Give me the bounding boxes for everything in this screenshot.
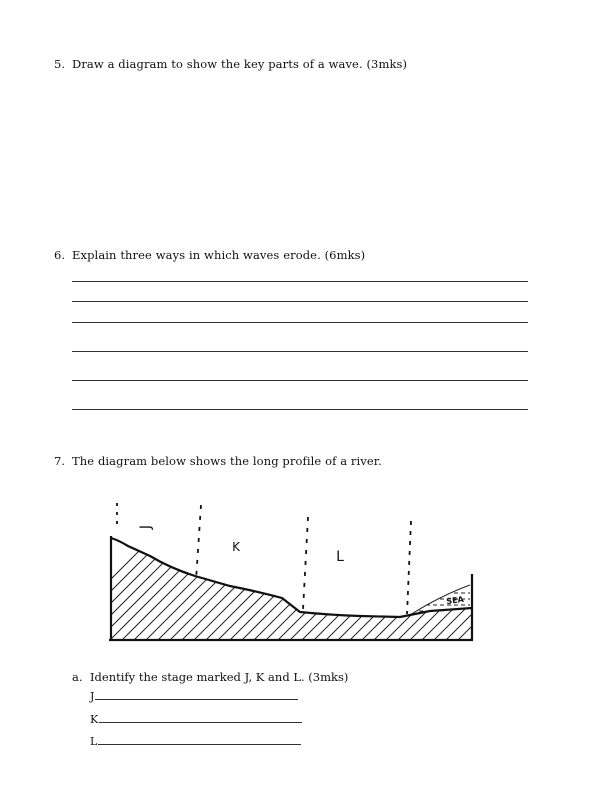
divider-j-k — [196, 505, 201, 580]
divider-k-l — [303, 517, 308, 610]
divider-l-end — [407, 521, 411, 614]
sea-label: SEA — [445, 594, 465, 607]
answer-l[interactable] — [90, 735, 301, 748]
question-7-text: 7. The diagram below shows the long profile of a river. — [54, 454, 382, 468]
stage-label-j: J — [138, 524, 154, 530]
river-profile-line — [111, 538, 472, 617]
answer-l-label: L — [90, 735, 98, 748]
answer-k-label: K — [90, 713, 99, 726]
answer-j-blank[interactable] — [95, 690, 298, 700]
answer-k-blank[interactable] — [99, 713, 302, 723]
sub-question-a: a. Identify the stage marked J, K and L. (3mks) — [72, 670, 349, 684]
answer-l-blank[interactable] — [98, 735, 301, 745]
answer-k[interactable] — [90, 713, 302, 726]
question-6-text: 6. Explain three ways in which waves erode. (6mks) — [54, 248, 366, 262]
stage-label-k: K — [232, 540, 240, 554]
stage-label-l: L — [336, 549, 344, 565]
answer-j[interactable] — [90, 690, 298, 703]
land-hatching — [40, 510, 600, 650]
question-5-text: 5. Draw a diagram to show the key parts of a wave. (3mks) — [54, 57, 408, 71]
answer-j-label: J — [90, 690, 95, 703]
